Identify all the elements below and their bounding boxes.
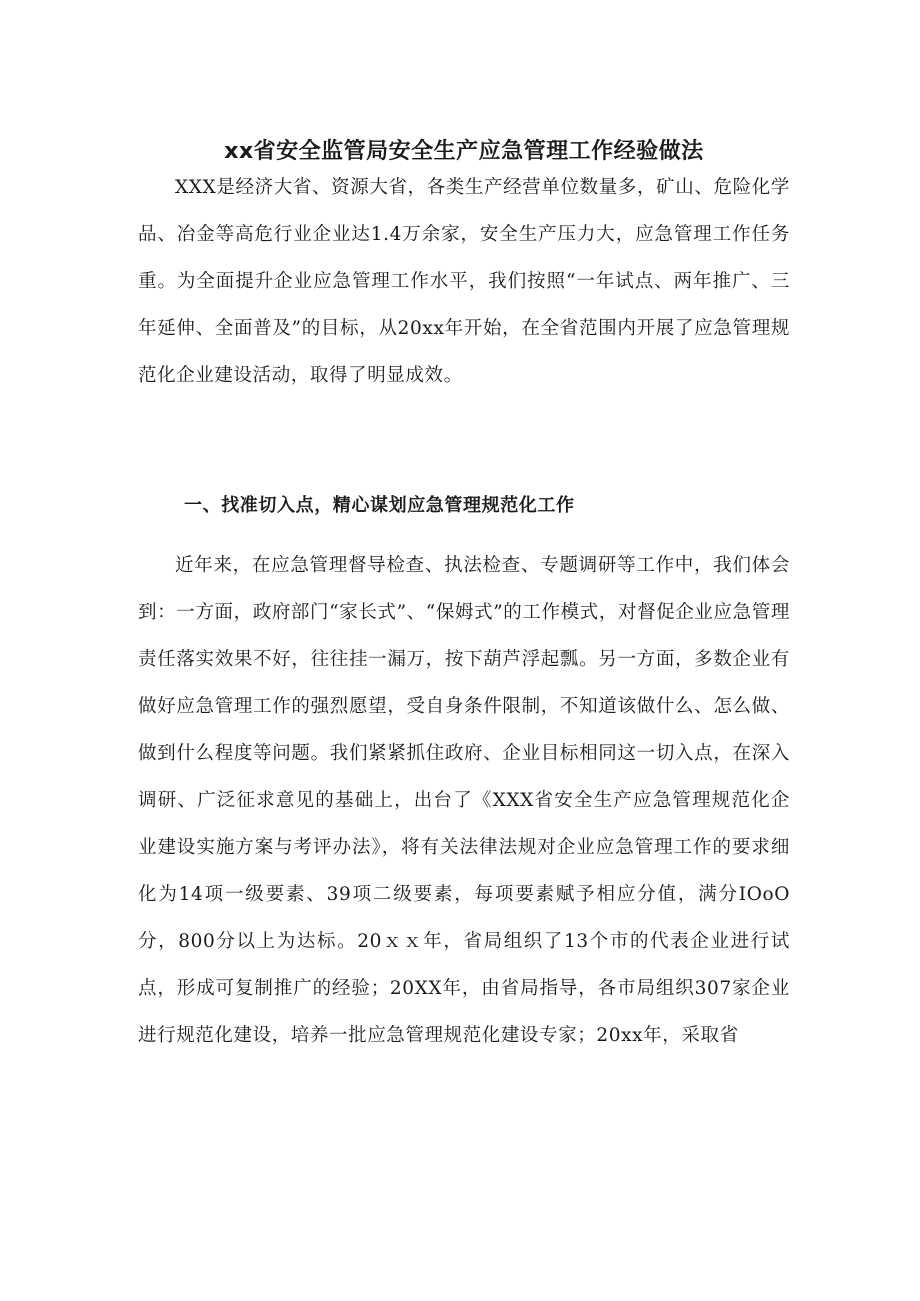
section-heading: 一、找准切入点，精心谋划应急管理规范化工作 <box>184 495 575 516</box>
intro-paragraph: XXX是经济大省、资源大省，各类生产经营单位数量多，矿山、危险化学品、冶金等高危行业企业达1.4万余家，安全生产压力大，应急管理工作任务重。为全面提升企业应急管理工作水平，我们按照“一年试点、两年推广、三年延伸、全面普及”的目标，从20xx年开始，在全省范围内开展了应急管理规范化企业建设活动，取得了明显成效。 <box>138 177 790 386</box>
document-title: xx省安全监管局安全生产应急管理工作经验做法 <box>224 139 704 164</box>
section-body-paragraph: 近年来，在应急管理督导检查、执法检查、专题调研等工作中，我们体会到：一方面，政府部门“家长式”、“保姆式”的工作模式，对督促企业应急管理责任落实效果不好，往往挂一漏万，按下葫芦浮起瓢。另一方面，多数企业有做好应急管理工作的强烈愿望，受自身条件限制，不知道该做什么、怎么做、做到什么程度等问题。我们紧紧抓住政府、企业目标相同这一切入点，在深入调研、广泛征求意见的基础上，出台了《XXX省安全生产应急管理规范化企业建设实施方案与考评办法》，将有关法律法规对企业应急管理工作的要求细化为14项一级要素、39项二级要素，每项要素赋予相应分值，满分IOoO分，800分以上为达标。20ｘｘ年，省局组织了13个市的代表企业进行试点，形成可复制推广的经验；20XX年，由省局指导，各市局组织307家企业进行规范化建设，培养一批应急管理规范化建设专家；20xx年，采取省 <box>138 555 790 1046</box>
